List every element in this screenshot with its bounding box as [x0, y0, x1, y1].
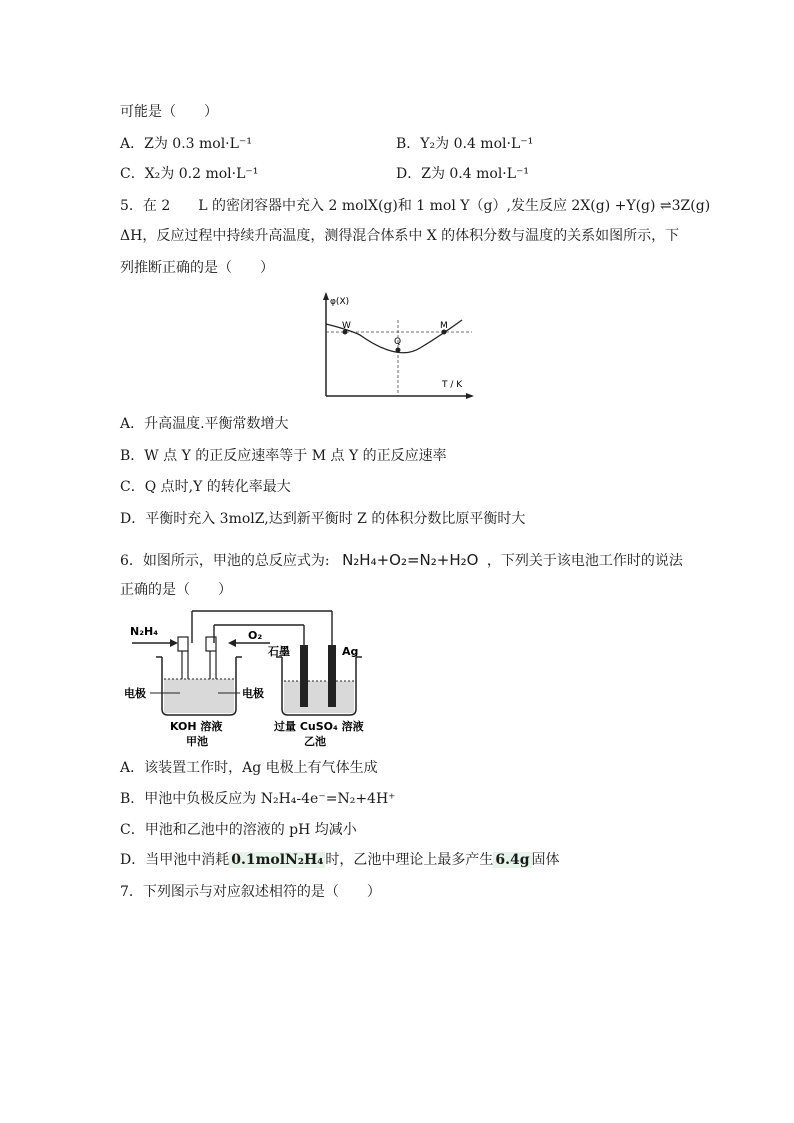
- q5-option-c: C．Q 点时,Y 的转化率最大: [120, 479, 291, 495]
- q6-stem-line1: [120, 550, 683, 571]
- q6-cuso4-label: 过量 CuSO₄ 溶液: [274, 720, 364, 733]
- q6-ag-label: Ag: [342, 645, 359, 658]
- q6-electrode-right-label: 电极: [242, 687, 264, 700]
- q4-option-b: B．Y₂为 0.4 mol·L⁻¹: [396, 136, 534, 152]
- q6-cell-figure: [122, 605, 392, 751]
- q5-stem-line1: 5．在 2 L 的密闭容器中充入 2 molX(g)和 1 mol Y（g）,发生反应 2X(g) +Y(g) ⇌3Z(g): [120, 198, 711, 214]
- q6-stem-prefix: 6．如图所示，甲池的总反应式为:: [120, 553, 330, 569]
- q6-koh-label: KOH 溶液: [170, 720, 223, 733]
- q5-point-q: [396, 348, 401, 353]
- q4-option-c: C．X₂为 0.2 mol·L⁻¹: [120, 166, 259, 182]
- q6-graphite-label: 石墨: [268, 645, 290, 658]
- q6-jia-label: 甲池: [186, 735, 208, 748]
- q6-o2-label: O₂: [248, 629, 263, 642]
- q5-stem-line2: ΔH，反应过程中持续升高温度，测得混合体系中 X 的体积分数与温度的关系如图所示，下: [120, 228, 680, 244]
- q6-option-d-suffix: 固体: [531, 852, 560, 868]
- q6-option-d-highlight-1: 0.1molN₂H₄: [231, 852, 324, 868]
- q6-stem-suffix: ，下列关于该电池工作时的说法: [486, 553, 683, 569]
- q5-option-b: B．W 点 Y 的正反应速率等于 M 点 Y 的正反应速率: [120, 448, 447, 464]
- q5-stem-line3: 列推断正确的是（ ）: [120, 260, 274, 276]
- q5-option-d: D．平衡时充入 3molZ,达到新平衡时 Z 的体积分数比原平衡时大: [120, 511, 526, 527]
- q6-option-d-prefix: D．当甲池中消耗: [120, 852, 230, 868]
- q6-electrode-left-label: 电极: [124, 687, 146, 700]
- q6-option-d: [120, 850, 560, 870]
- q6-option-a: A．该装置工作时，Ag 电极上有气体生成: [120, 760, 378, 776]
- q6-option-c: C．甲池和乙池中的溶液的 pH 均减小: [120, 822, 357, 838]
- q6-n2h4-label: N₂H₄: [130, 625, 159, 638]
- q4-option-d: D．Z为 0.4 mol·L⁻¹: [396, 166, 530, 182]
- q6-option-b: B．甲池中负极反应为 N₂H₄-4e⁻=N₂+4H⁺: [120, 791, 396, 807]
- q5-xlabel: T / K: [442, 380, 463, 390]
- q6-ag-electrode: [328, 645, 336, 707]
- continued-stem: 可能是（ ）: [120, 104, 218, 120]
- q6-equation: N₂H₄+O₂=N₂+H₂O: [342, 551, 479, 569]
- q5-label-w: W: [342, 321, 351, 331]
- q5-graph: [310, 290, 490, 402]
- q5-option-a: A．升高温度.平衡常数增大: [120, 416, 289, 432]
- q6-option-d-highlight-2: 6.4g: [495, 852, 530, 868]
- q6-stem-line2: 正确的是（ ）: [120, 582, 232, 598]
- q5-label-q: Q: [394, 337, 402, 347]
- q6-graphite-electrode: [300, 645, 308, 707]
- q5-label-m: M: [440, 321, 448, 331]
- q4-option-a: A．Z为 0.3 mol·L⁻¹: [120, 136, 252, 152]
- q6-yi-label: 乙池: [304, 735, 326, 748]
- q5-ylabel: φ(X): [330, 297, 350, 307]
- q6-option-d-middle: 时，乙池中理论上最多产生: [325, 852, 494, 868]
- q7-stem: 7．下列图示与对应叙述相符的是（ ）: [120, 884, 381, 900]
